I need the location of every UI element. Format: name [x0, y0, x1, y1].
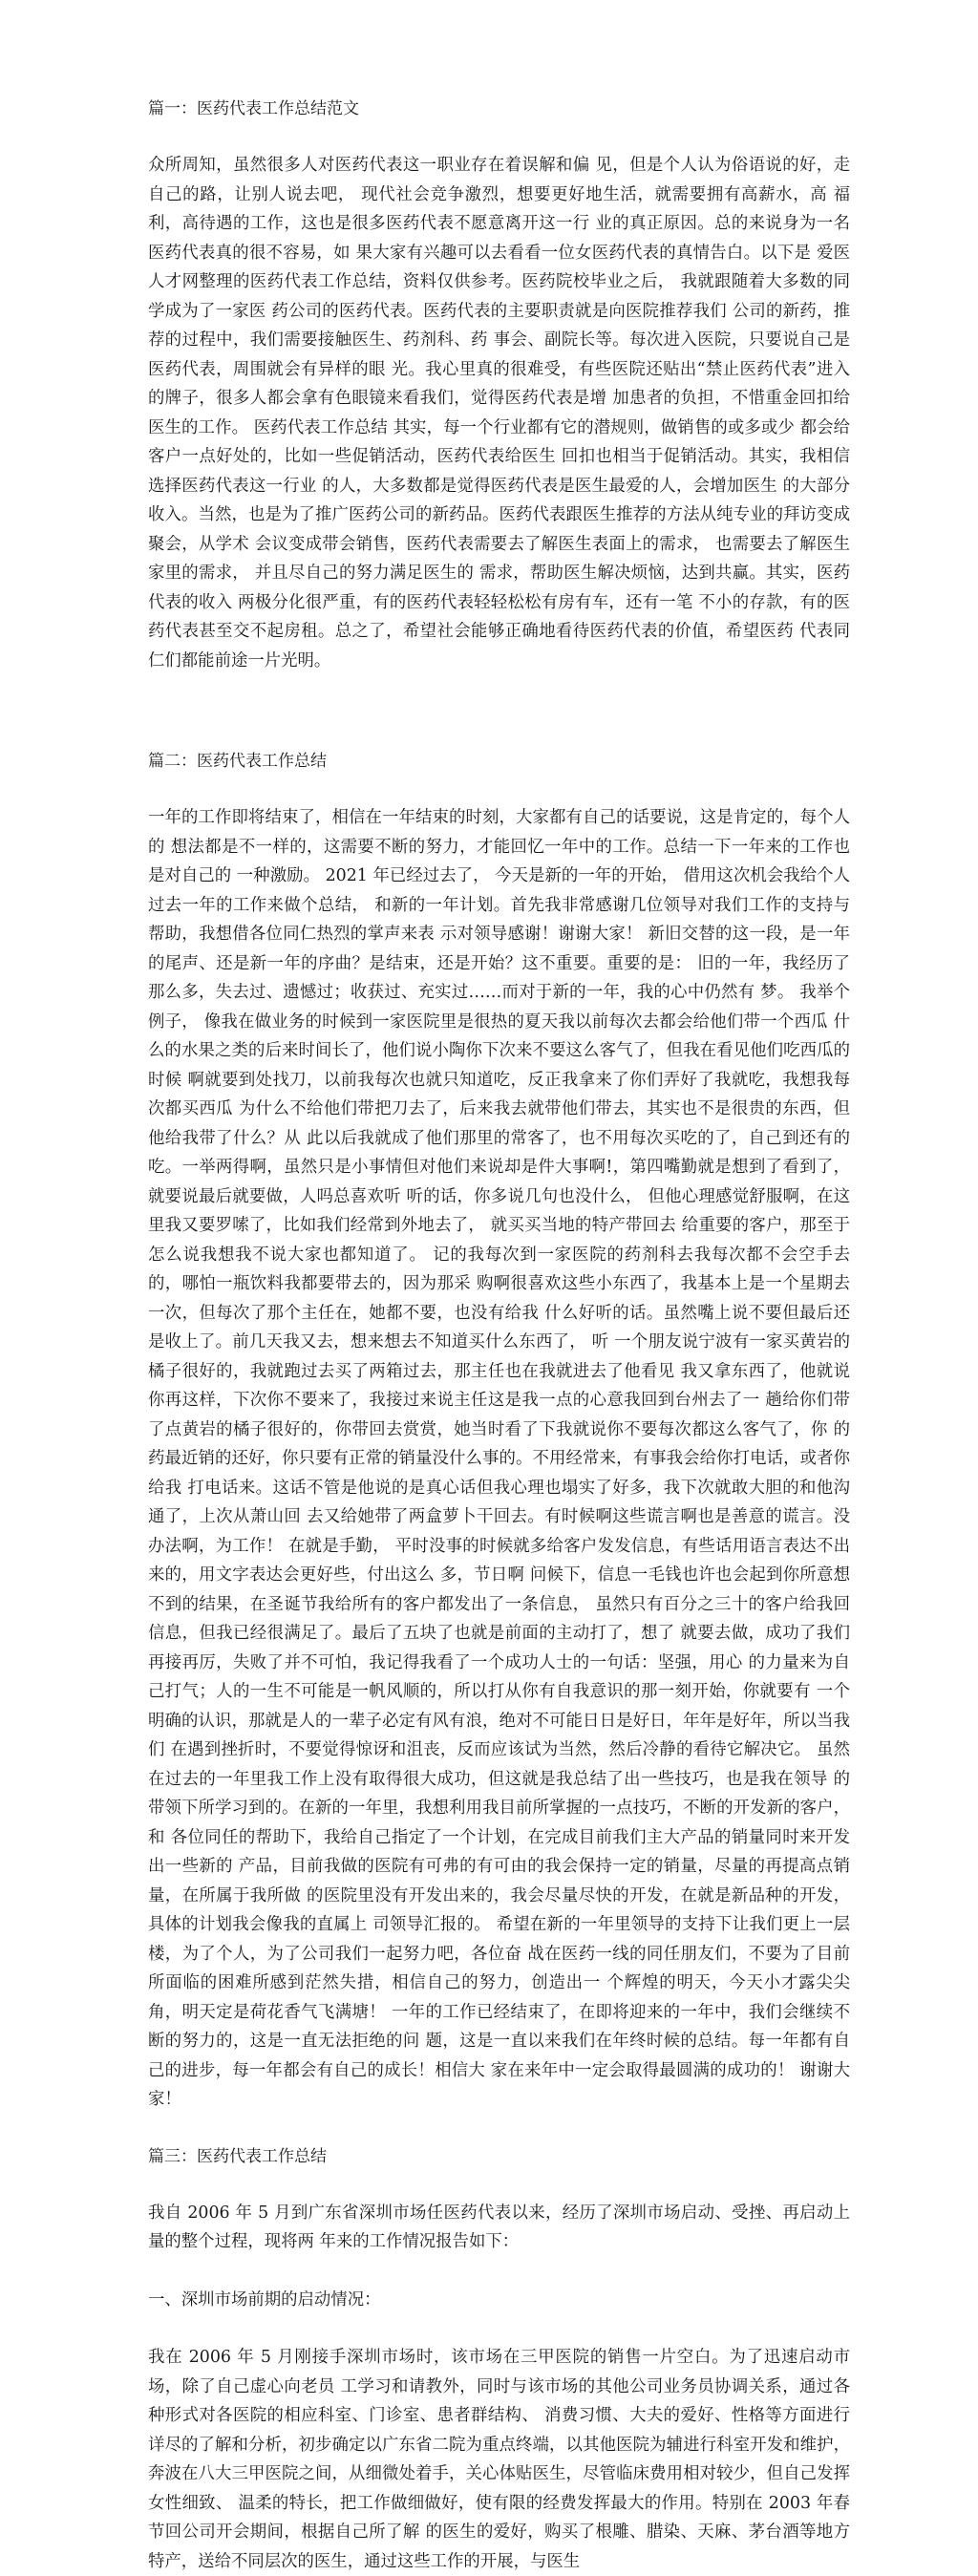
section-2-title: 篇二：医药代表工作总结 [148, 752, 327, 771]
section-1-paragraph: 众所周知，虽然很多人对医药代表这一职业存在着误解和偏 见，但是个人认为俗语说的好，走自己的路，让别人说去吧， 现代社会竞争激烈，想要更好地生活，就需要拥有高薪水，高 福利，高待遇的工作，这也是很多医药代表不愿意离开这一行 业的真正原因。总的来说身为一名医药代表真的很不容易，如 果大家有兴趣可以去看看一位女医药代表的真情告白。以下是 爱医人才网整理的医药代表工作总结，资料仅供参考。医药院校毕业之后， 我就跟随着大多数的同学成为了一家医 药公司的医药代表。医药代表的主要职责就是向医院推荐我们 公司的新药，推荐的过程中，我们需要接触医生、药剂科、药 事会、副院长等。每次进入医院，只要说自己是医药代表，周围就会有异样的眼 光。我心里真的很难受，有些医院还贴出“禁止医药代表”进入 的牌子，很多人都会拿有色眼镜来看我们，觉得医药代表是增 加患者的负担，不惜重金回扣给医生的工作。 医药代表工作总结 其实，每一个行业都有它的潜规则，做销售的或多或少 都会给客户一点好处的，比如一些促销活动，医药代表给医生 回扣也相当于促销活动。其实，我相信选择医药代表这一行业 的人，大多数都是觉得医药代表是医生最爱的人，会增加医生 的大部分收入。当然，也是为了推广医药公司的新药品。医药代表跟医生推荐的方法从纯专业的拜访变成聚会，从学术 会议变成带会销售，医药代表需要去了解医生表面上的需求， 也需要去了解医生家里的需求， 并且尽自己的努力满足医生的 需求，帮助医生解决烦恼，达到共赢。其实，医药代表的收入 两极分化很严重，有的医药代表轻轻松松有房有车，还有一笔 不小的存款，有的医药代表甚至交不起房租。总之了，希望社会能够正确地看待医药代表的价值，希望医药 代表同仁们都能前途一片光明。 [148, 156, 850, 671]
section-3-paragraph-intro: 我自 2006 年 5 月到广东省深圳市场任医药代表以来，经历了深圳市场启动、受挫、再启动上量的整个过程，现将两 年来的工作情况报告如下： [148, 2203, 850, 2251]
document-body [148, 96, 850, 2576]
section-3-title: 篇三：医药代表工作总结 [148, 2146, 327, 2166]
section-3-subheading: 一、深圳市场前期的启动情况： [148, 2289, 381, 2310]
section-2-paragraph: 一年的工作即将结束了，相信在一年结束的时刻，大家都有自己的话要说，这是肯定的，每个人的 想法都是不一样的，这需要不断的努力，才能回忆一年中的工作。总结一下一年来的工作也是对自己的 一种激励。 2021 年已经过去了， 今天是新的一年的开始， 借用这次机会我给个人过去一年的工作来做个总结， 和新的一年计划。首先我非常感谢几位领导对我们工作的支持与帮助，我想借各位同仁热烈的掌声来表 示对领导感谢！谢谢大家！ 新旧交替的这一段，是一年的尾声、还是新一年的序曲？是结束，还是开始？这不重要。重要的是： 旧的一年，我经历了那么多，失去过、遗憾过；收获过、充实过……而对于新的一年，我的心中仍然有 梦。 我举个例子， 像我在做业务的时候到一家医院里是很热的夏天我以前每次去都会给他们带一个西瓜 什么的水果之类的后来时间长了，他们说小陶你下次来不要这么客气了，但我在看见他们吃西瓜的时候 啊就要到处找刀，以前我每次也就只知道吃，反正我拿来了你们弄好了我就吃，我想我每次都买西瓜 为什么不给他们带把刀去了，后来我去就带他们带去，其实也不是很贵的东西，但他给我带了什么？从 此以后我就成了他们那里的常客了，也不用每次买吃的了，自己到还有的吃。一举两得啊，虽然只是小事情但对他们来说却是件大事啊!，第四嘴勤就是想到了看到了，就要说最后就要做，人吗总喜欢听 听的话，你多说几句也没什么， 但他心理感觉舒服啊，在这里我又要罗嗦了，比如我们经常到外地去了， 就买买当地的特产带回去 给重要的客户，那至于怎么说我想我不说大家也都知道了。 记的我每次到一家医院的药剂科去我每次都不会空手去的，哪怕一瓶饮料我都要带去的，因为那采 购啊很喜欢这些小东西了，我基本上是一个星期去一次，但每次了那个主任在，她都不要，也没有给我 什么好听的话。虽然嘴上说不要但最后还是收上了。前几天我又去，想来想去不知道买什么东西了， 听 一个朋友说宁波有一家买黄岩的橘子很好的，我就跑过去买了两箱过去，那主任也在我就进去了他看见 我又拿东西了，他就说你再这样，下次你不要来了，我接过来说主任这是我一点的心意我回到台州去了一 趟给你们带了点黄岩的橘子很好的，你带回去赏赏，她当时看了下我就说你不要每次都这么客气了，你 的药最近销的还好，你只要有正常的销量没什么事的。不用经常来，有事我会给你打电话，或者你给我 打电话来。这话不管是他说的是真心话但我心理也塌实了好多，我下次就敢大胆的和他沟通了，上次从萧山回 去又给她带了两盒萝卜干回去。有时候啊这些谎言啊也是善意的谎言。没办法啊，为工作！ 在就是手勤， 平时没事的时候就多给客户发发信息，有些话用语言表达不出来的，用文字表达会更好些，付出这么 多，节日啊 问候下，信息一毛钱也许也会起到你所意想不到的结果，在圣诞节我给所有的客户都发出了一条信息， 虽然只有百分之三十的客户给我回信息，但我已经很满足了。最后了五块了也就是前面的主动打了，想了 就要去做，成功了我们再接再厉，失败了并不可怕，我记得我看了一个成功人士的一句话：坚强，用心 的力量来为自己打气；人的一生不可能是一帆风顺的，所以打从你有自我意识的那一刻开始，你就要有 一个明确的认识，那就是人的一辈子必定有风有浪，绝对不可能日日是好日，年年是好年，所以当我们 在遇到挫折时，不要觉得惊讶和沮丧，反而应该试为当然，然后冷静的看待它解决它。 虽然在过去的一年里我工作上没有取得很大成功，但这就是我总结了出一些技巧，也是我在领导 的带领下所学习到的。在新的一年里，我想利用我目前所掌握的一点技巧，不断的开发新的客户，和 各位同任的帮助下，我给自己指定了一个计划，在完成目前我们主大产品的销量同时来开发出一些新的 产品，目前我做的医院有可弗的有可由的我会保持一定的销量，尽量的再提高点销量，在所属于我所做 的医院里没有开发出来的，我会尽量尽快的开发，在就是新品种的开发，具体的计划我会像我的直属上 司领导汇报的。 希望在新的一年里领导的支持下让我们更上一层楼，为了个人，为了公司我们一起努力吧，各位奋 战在医药一线的同任朋友们，不要为了目前所面临的困难所感到茫然失措，相信自己的努力，创造出一 个辉煌的明天，今天小才露尖尖角，明天定是荷花香气飞满塘！ 一年的工作已经结束了，在即将迎来的一年中，我们会继续不断的努力的，这是一直无法拒绝的问 题，这是一直以来我们在年终时候的总结。每一年都有自己的进步，每一年都会有自己的成长！相信大 家在来年中一定会取得最圆满的成功的！ 谢谢大家！ [148, 808, 850, 2109]
section-1-title: 篇一：医药代表工作总结范文 [148, 99, 359, 118]
section-3-paragraph-body: 我在 2006 年 5 月刚接手深圳市场时，该市场在三甲医院的销售一片空白。为了迅速启动市场，除了自己虚心向老员 工学习和请教外，同时与该市场的其他公司业务员协调关系，通过各种形式对各医院的相应科室、门诊室、患者群结构、 消费习惯、大夫的爱好、性格等方面进行详尽的了解和分析，初步确定以广东省二院为重点终端，以其他医院为辅进行科室开发和维护，奔波在八大三甲医院之间，从细微处着手，关心体贴医生，尽管临床费用相对较少，但自己发挥女性细致、 温柔的特长，把工作做细做好，使有限的经费发挥最大的作用。特别在 2003 年春节回公司开会期间，根据自己所了解 的医生的爱好，购买了根雕、腊染、天麻、茅台酒等地方特产，送给不同层次的医生，通过这些工作的开展，与医生 [148, 2348, 850, 2571]
